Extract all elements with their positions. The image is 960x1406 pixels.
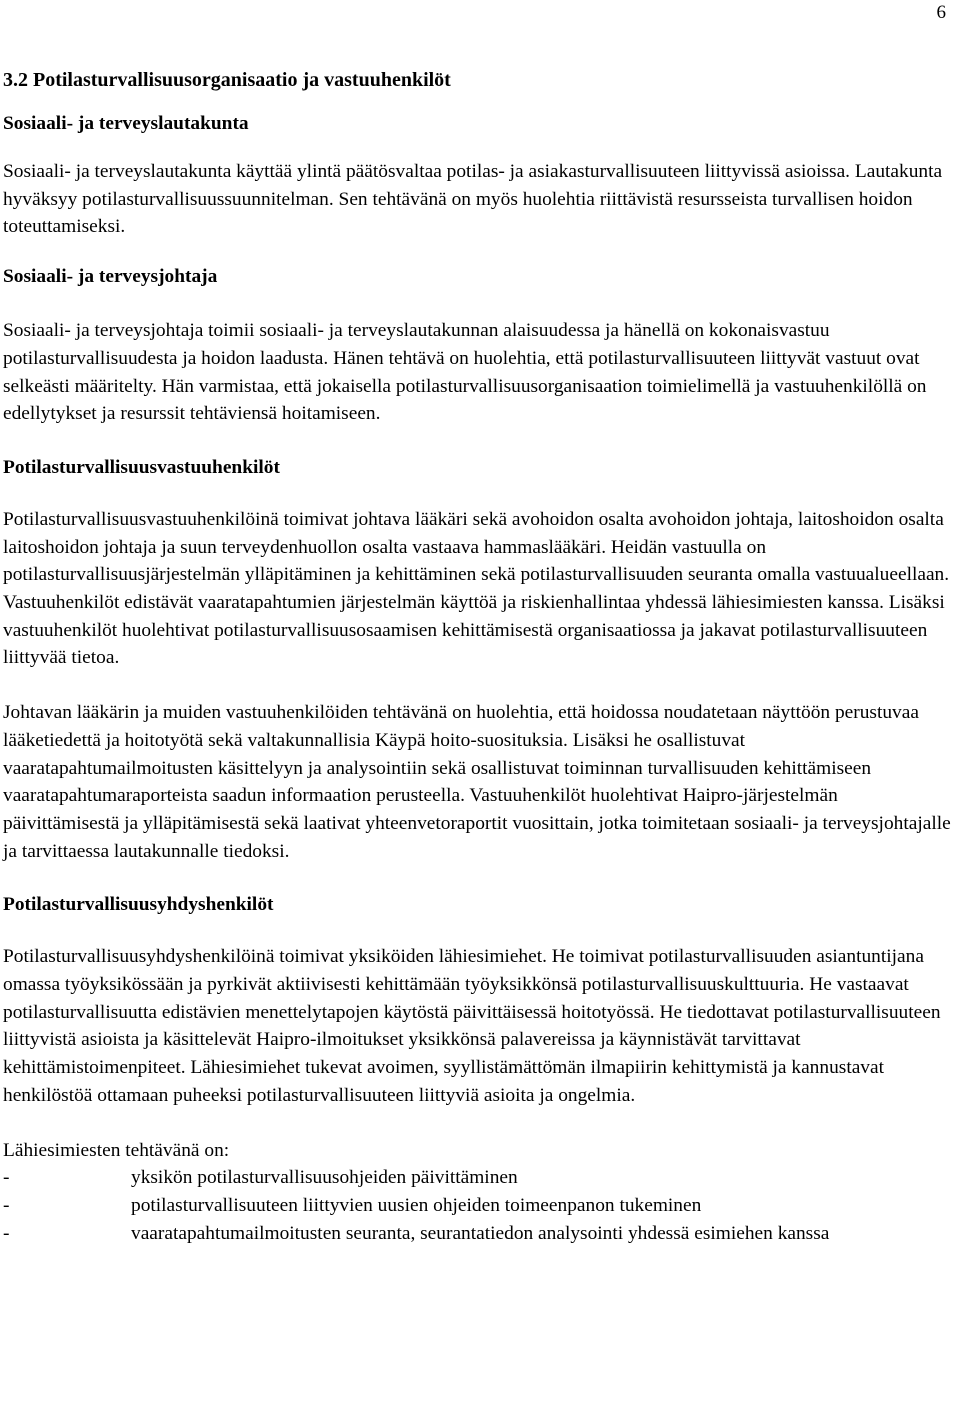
list-item-text: potilasturvallisuuteen liittyvien uusien ohjeiden toimeenpanon tukeminen <box>131 1194 702 1216</box>
paragraph-yhdyshenkilot: Potilasturvallisuusyhdyshenkilöinä toimivat yksiköiden lähiesimiehet. He toimivat potilasturvallisuuden asiantuntijana omassa työyksikössään ja pyrkivät aktiivisesti kehittämään työyksikkönsä potilasturvallisuuskulttuuria. He vastaavat potilasturvallisuutta edistävien menettelytapojen käytöstä päivittäisessä hoitotyössä. He tiedottavat potilasturvallisuuteen liittyvistä asioista ja käsittelevät Haipro-ilmoitukset yksikkönsä palavereissa ja käynnistävät tarvittavat kehittämistoimenpiteet. Lähiesimiehet tukevat avoimen, syyllistämättömän ilmapiirin kehittymistä ja kannustavat henkilöstöä ottamaan puheeksi potilasturvallisuuteen liittyviä asioita ja ongelmia. <box>3 946 941 1106</box>
duties-list <box>3 1164 958 1247</box>
paragraph-vastuuhenkilot-2: Johtavan lääkärin ja muiden vastuuhenkilöiden tehtävänä on huolehtia, että hoidossa noudatetaan näyttöön perustuvaa lääketiedettä ja hoitotyötä sekä valtakunnallisia Käypä hoito-suosituksia. Lisäksi he osallistuvat vaaratapahtumailmoitusten käsittelyyn ja analysointiin sekä osallistuvat toiminnan turvallisuuden kehittämiseen vaaratapahtumaraporteista saadun informaation perusteella. Vastuuhenkilöt huolehtivat Haipro-järjestelmän päivittämisestä ja ylläpitämisestä sekä laativat yhteenvetoraportit vuosittain, jotka toimitetaan sosiaali- ja terveysjohtajalle ja tarvittaessa lautakunnalle tiedoksi. <box>3 702 951 862</box>
paragraph-lautakunta: Sosiaali- ja terveyslautakunta käyttää ylintä päätösvaltaa potilas- ja asiakasturvallisuuteen liittyvissä asioissa. Lautakunta hyväksyy potilasturvallisuussuunnitelman. Sen tehtävänä on myös huolehtia riittävistä resursseista turvallisen hoidon toteuttamiseksi. <box>3 161 943 238</box>
list-item <box>3 1220 958 1248</box>
heading-lautakunta: Sosiaali- ja terveyslautakunta <box>3 113 249 134</box>
heading-vastuuhenkilot: Potilasturvallisuusvastuuhenkilöt <box>3 456 280 478</box>
paragraph-terveysjohtaja: Sosiaali- ja terveysjohtaja toimii sosiaali- ja terveyslautakunnan alaisuudessa ja hänellä on kokonaisvastuu potilasturvallisuudesta ja hoidon laadusta. Hänen tehtävä on huolehtia, että potilasturvallisuuteen liittyvät vastuut ovat selkeästi määritelty. Hän varmistaa, että jokaisella potilasturvallisuusorganisaation toimielimellä ja vastuuhenkilöllä on edellytykset ja resurssit tehtäviensä hoitamiseen. <box>3 320 927 425</box>
list-dash: - <box>3 1167 10 1189</box>
document-body <box>3 66 958 1247</box>
list-item-text: vaaratapahtumailmoitusten seuranta, seurantatiedon analysointi yhdessä esimiehen kanssa <box>131 1222 830 1244</box>
list-item <box>3 1164 958 1192</box>
list-dash: - <box>3 1222 10 1244</box>
list-item-text: yksikön potilasturvallisuusohjeiden päivittäminen <box>131 1167 518 1189</box>
heading-yhdyshenkilot: Potilasturvallisuusyhdyshenkilöt <box>3 894 274 916</box>
section-title: 3.2 Potilasturvallisuusorganisaatio ja vastuuhenkilöt <box>3 69 451 91</box>
paragraph-vastuuhenkilot-1: Potilasturvallisuusvastuuhenkilöinä toimivat johtava lääkäri sekä avohoidon osalta avohoidon johtaja, laitoshoidon osalta laitoshoidon johtaja ja suun terveydenhuollon osalta vastaava hammaslääkäri. Heidän vastuulla on potilasturvallisuusjärjestelmän ylläpitäminen ja kehittäminen sekä potilasturvallisuuden seuranta omalla vastuualueellaan. Vastuuhenkilöt edistävät vaaratapahtumien järjestelmän käyttöä ja riskienhallintaa yhdessä lähiesimiesten kanssa. Lisäksi vastuuhenkilöt huolehtivat potilasturvallisuusosaamisen kehittämisestä organisaatiossa ja jakavat potilasturvallisuuteen liittyvää tietoa. <box>3 508 950 669</box>
list-item <box>3 1192 958 1220</box>
list-dash: - <box>3 1194 10 1216</box>
duties-intro: Lähiesimiesten tehtävänä on: <box>3 1139 230 1161</box>
heading-terveysjohtaja: Sosiaali- ja terveysjohtaja <box>3 266 218 288</box>
page-number: 6 <box>936 2 946 23</box>
